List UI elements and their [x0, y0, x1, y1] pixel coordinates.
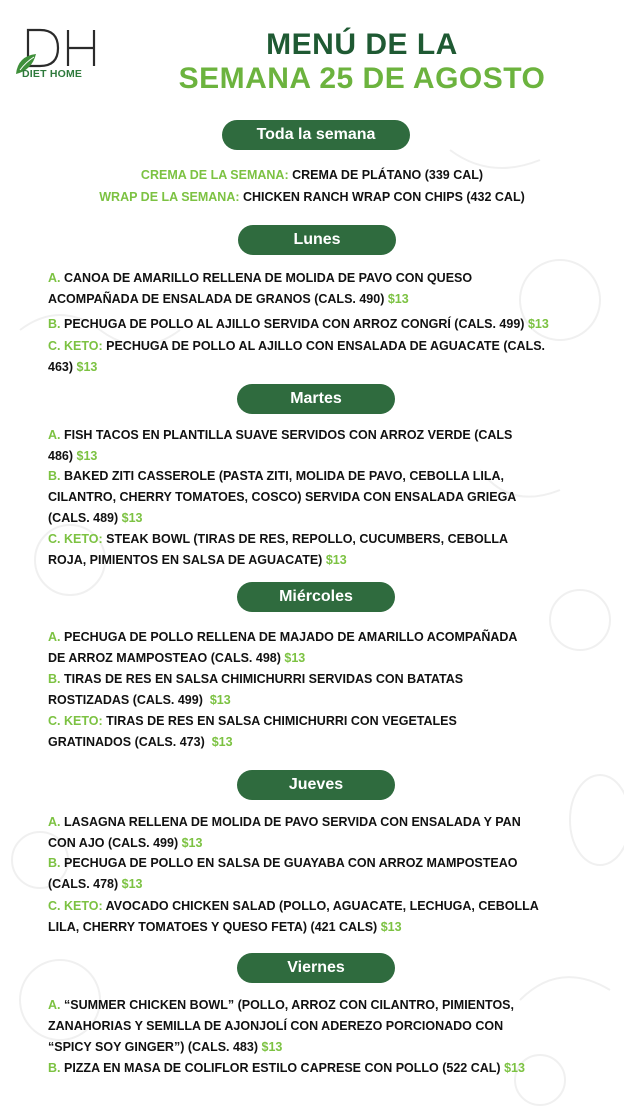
menu-item-martes-c — [48, 529, 588, 571]
item-price: $13 — [527, 317, 549, 331]
item-text: PECHUGA DE POLLO RELLENA DE MAJADO DE AMARILLO ACOMPAÑADA — [63, 630, 518, 644]
item-text: GRATINADOS (CALS. 473) — [48, 735, 205, 749]
item-price: $13 — [387, 292, 409, 306]
item-price: $13 — [76, 449, 98, 463]
menu-item-viernes-b — [48, 1058, 588, 1079]
item-prefix: B. — [48, 469, 61, 483]
item-price: $13 — [121, 511, 143, 525]
item-text: PECHUGA DE POLLO AL AJILLO CON ENSALADA DE AGUACATE (CALS. — [106, 339, 546, 353]
menu-item-lunes-a — [48, 268, 588, 310]
item-prefix: B. — [48, 1061, 61, 1075]
item-text: ACOMPAÑADA DE ENSALADA DE GRANOS (CALS. 490) — [48, 292, 385, 306]
item-prefix: A. — [48, 271, 61, 285]
item-prefix: C. KETO: — [48, 339, 103, 353]
item-price: $13 — [284, 651, 306, 665]
week-heading: Toda la semana — [222, 120, 410, 150]
menu-item-viernes-a — [48, 995, 588, 1058]
item-text: DE ARROZ MAMPOSTEAO (CALS. 498) — [48, 651, 281, 665]
day-heading-lunes: Lunes — [238, 225, 396, 255]
item-text: 486) — [48, 449, 74, 463]
item-prefix: C. KETO: — [48, 714, 103, 728]
item-price: $13 — [211, 735, 233, 749]
item-prefix: B. — [48, 856, 61, 870]
day-heading-viernes: Viernes — [237, 953, 395, 983]
item-text: LILA, CHERRY TOMATOES Y QUESO FETA) (421 CALS) — [48, 920, 378, 934]
item-text: ZANAHORIAS Y SEMILLA DE AJONJOLÍ CON ADEREZO PORCIONADO CON — [48, 1019, 504, 1033]
menu-item-miercoles-c — [48, 711, 588, 753]
item-price: $13 — [504, 1061, 525, 1075]
item-text: (CALS. 478) — [48, 877, 119, 891]
item-prefix: A. — [48, 815, 61, 829]
menu-item-jueves-b — [48, 853, 588, 895]
wrap-line — [0, 186, 624, 208]
menu-item-martes-a — [48, 425, 588, 467]
item-prefix: B. — [48, 672, 61, 686]
day-heading-miercoles: Miércoles — [237, 582, 395, 612]
item-text: STEAK BOWL (TIRAS DE RES, REPOLLO, CUCUMBERS, CEBOLLA — [106, 532, 508, 546]
item-text: CANOA DE AMARILLO RELLENA DE MOLIDA DE PAVO CON QUESO — [63, 271, 473, 285]
crema-value: CREMA DE PLÁTANO (339 CAL) — [288, 168, 484, 182]
item-text: PECHUGA DE POLLO AL AJILLO SERVIDA CON ARROZ CONGRÍ (CALS. 499) — [63, 317, 525, 331]
wrap-value: CHICKEN RANCH WRAP CON CHIPS (432 CAL) — [239, 190, 525, 204]
item-prefix: C. KETO: — [48, 899, 103, 913]
item-text: LASAGNA RELLENA DE MOLIDA DE PAVO SERVIDA CON ENSALADA Y PAN — [63, 815, 521, 829]
item-text: PECHUGA DE POLLO EN SALSA DE GUAYABA CON ARROZ MAMPOSTEAO — [63, 856, 518, 870]
page-title — [100, 28, 624, 96]
item-price: $13 — [76, 360, 98, 374]
item-text: AVOCADO CHICKEN SALAD (POLLO, AGUACATE, LECHUGA, CEBOLLA — [105, 899, 539, 913]
item-price: $13 — [121, 877, 143, 891]
item-text: (CALS. 489) — [48, 511, 119, 525]
item-price: $13 — [325, 553, 347, 567]
menu-item-lunes-b — [48, 314, 588, 335]
item-prefix: B. — [48, 317, 61, 331]
menu-item-jueves-a — [48, 812, 588, 854]
item-text: TIRAS DE RES EN SALSA CHIMICHURRI CON VEGETALES — [106, 714, 457, 728]
menu-item-miercoles-a — [48, 627, 588, 669]
menu-item-lunes-c — [48, 336, 588, 378]
item-prefix: A. — [48, 428, 61, 442]
item-text: “SPICY SOY GINGER”) (CALS. 483) — [48, 1040, 259, 1054]
title-line-2: SEMANA 25 DE AGOSTO — [178, 62, 546, 95]
item-text: CON AJO (CALS. 499) — [48, 836, 179, 850]
item-text: CILANTRO, CHERRY TOMATOES, COSCO) SERVIDA CON ENSALADA GRIEGA — [48, 490, 517, 504]
item-text: BAKED ZITI CASSEROLE (PASTA ZITI, MOLIDA DE PAVO, CEBOLLA LILA, — [63, 469, 505, 483]
item-prefix: C. KETO: — [48, 532, 103, 546]
item-text: ROJA, PIMIENTOS EN SALSA DE AGUACATE) — [48, 553, 323, 567]
item-text: FISH TACOS EN PLANTILLA SUAVE SERVIDOS CON ARROZ VERDE (CALS — [63, 428, 513, 442]
menu-item-martes-b — [48, 466, 588, 529]
item-text: PIZZA EN MASA DE COLIFLOR ESTILO CAPRESE CON POLLO (522 CAL) — [63, 1061, 501, 1075]
item-text: ROSTIZADAS (CALS. 499) — [48, 693, 203, 707]
day-heading-jueves: Jueves — [237, 770, 395, 800]
logo-brand-name: DIET HOME — [22, 68, 83, 80]
day-heading-martes: Martes — [237, 384, 395, 414]
crema-label: CREMA DE LA SEMANA: — [140, 168, 289, 182]
wrap-label: WRAP DE LA SEMANA: — [99, 190, 240, 204]
item-price: $13 — [181, 836, 203, 850]
item-price: $13 — [261, 1040, 283, 1054]
crema-line — [0, 164, 624, 186]
item-prefix: A. — [48, 998, 61, 1012]
menu-item-miercoles-b — [48, 669, 588, 711]
item-text: 463) — [48, 360, 74, 374]
title-line-1: MENÚ DE LA — [266, 28, 458, 61]
item-price: $13 — [209, 693, 231, 707]
item-text: TIRAS DE RES EN SALSA CHIMICHURRI SERVIDAS CON BATATAS — [63, 672, 464, 686]
menu-item-jueves-c — [48, 896, 588, 938]
item-text: “SUMMER CHICKEN BOWL” (POLLO, ARROZ CON CILANTRO, PIMIENTOS, — [63, 998, 514, 1012]
item-price: $13 — [380, 920, 402, 934]
item-prefix: A. — [48, 630, 61, 644]
